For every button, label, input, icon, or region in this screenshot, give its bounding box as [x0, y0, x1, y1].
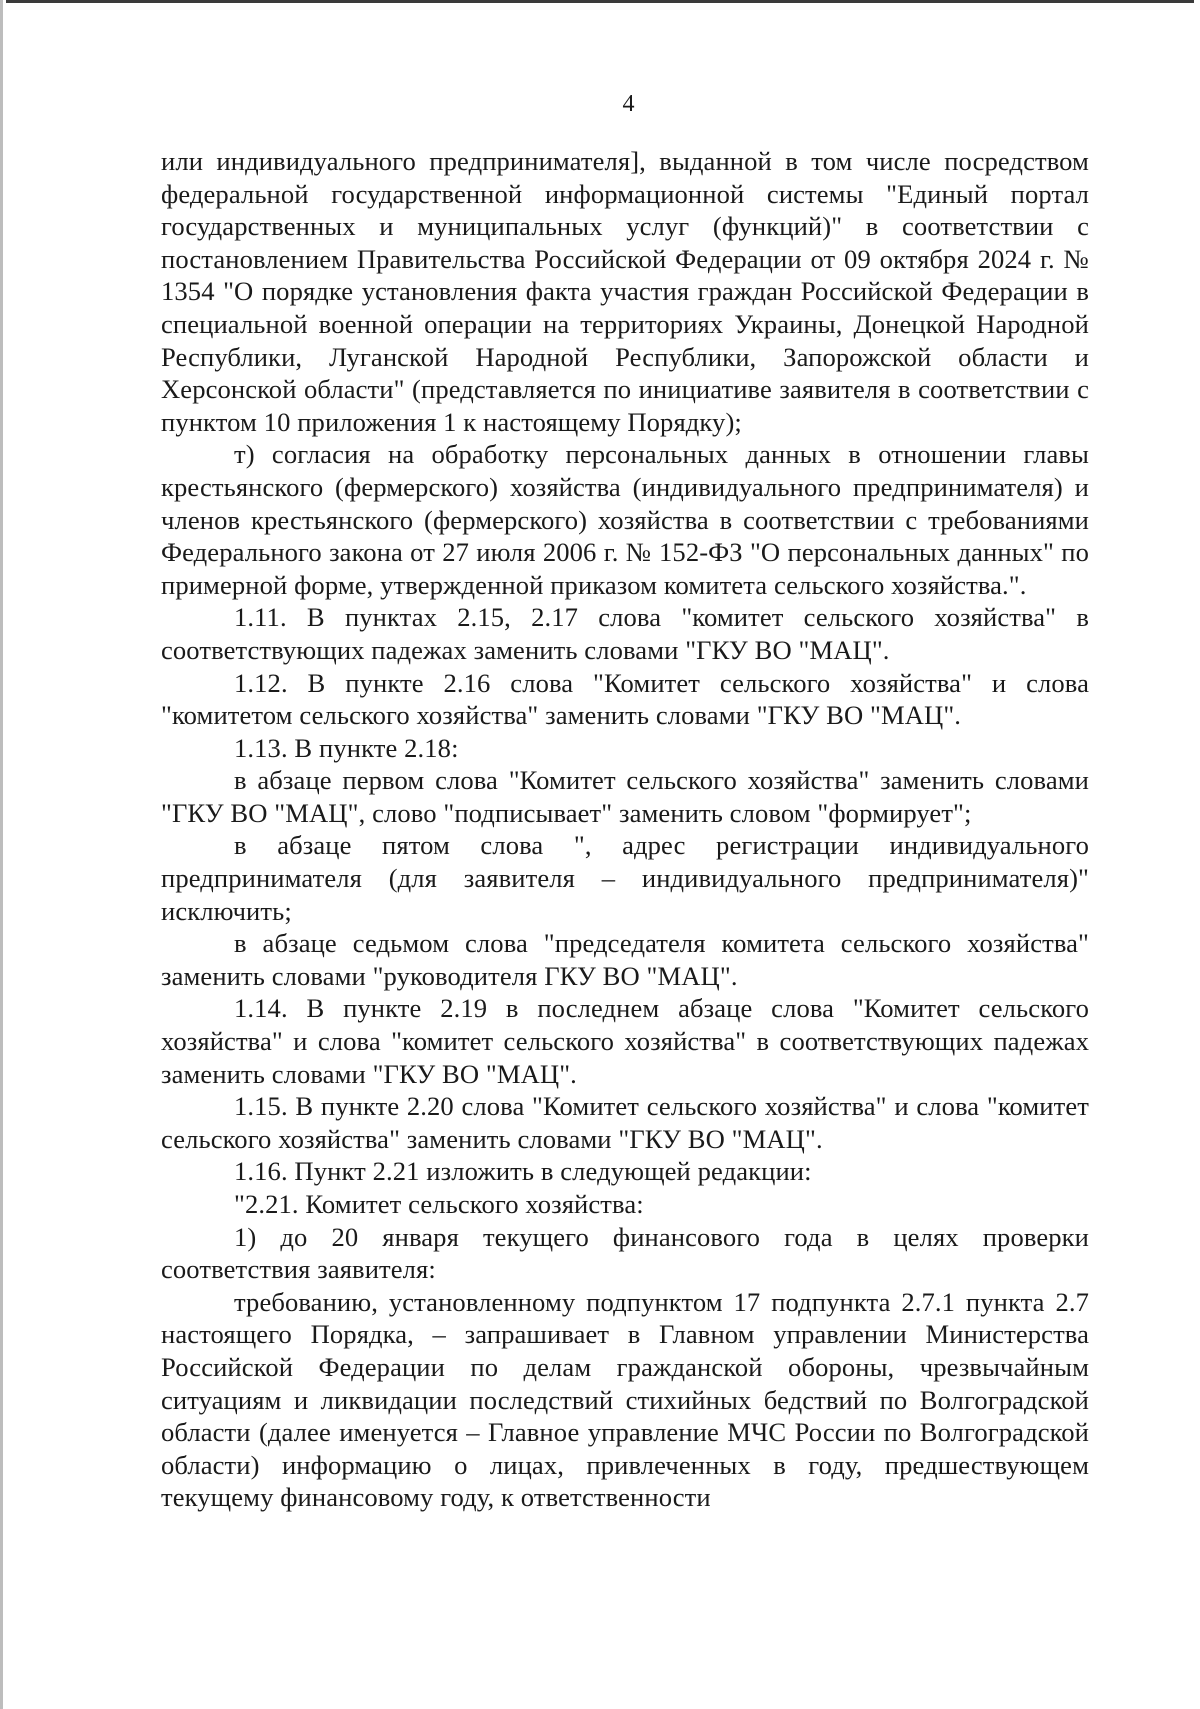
paragraph-1-16: 1.16. Пункт 2.21 изложить в следующей редакции:: [234, 1156, 812, 1187]
paragraph-continuation: или индивидуального предпринимателя], выданной в том числе посредством федеральной государственной информационной системы "Единый портал государственных и муниципальных услуг (функций)" в соответствии с постановлением Правительства Российской Федерации от 09 октября 2024 г. № 1354 "О порядке установления факта участия граждан Российской Федерации в специальной военной операции на территориях Украины, Донецкой Народной Республики, Луганской Народной Республики, Запорожской области и Херсонской области" (представляется по инициативе заявителя в соответствии с пунктом 10 приложения 1 к настоящему Порядку);: [161, 146, 1089, 437]
paragraph-1-14: 1.14. В пункте 2.19 в последнем абзаце слова "Комитет сельского хозяйства" и слова "комитет сельского хозяйства" в соответствующих падежах заменить словами "ГКУ ВО "МАЦ".: [161, 993, 1089, 1089]
paragraph-2-21-requirement: требованию, установленному подпунктом 17 подпункта 2.7.1 пункта 2.7 настоящего Порядка, – запрашивает в Главном управлении Министерства Российской Федерации по делам гражданской обороны, чрезвычайным ситуациям и ликвидации последствий стихийных бедствий по Волгоградской области (далее именуется – Главное управление МЧС России по Волгоградской области) информацию о лицах, привлеченных в году, предшествующем текущему финансовому году, к ответственности: [161, 1286, 1089, 1513]
paragraph-2-21: "2.21. Комитет сельского хозяйства:: [234, 1189, 644, 1219]
paragraph-1-13-fifth: в абзаце пятом слова ", адрес регистрации индивидуального предпринимателя (для заявителя – индивидуального предпринимателя)" исключить;: [161, 830, 1089, 926]
paragraph-item-t: т) согласия на обработку персональных данных в отношении главы крестьянского (фермерского) хозяйства (индивидуального предпринимателя) и членов крестьянского (фермерского) хозяйства в соответствии с требованиями Федерального закона от 27 июля 2006 г. № 152-ФЗ "О персональных данных" по примерной форме, утвержденной приказом комитета сельского хозяйства.".: [161, 439, 1089, 600]
paragraph-1-13: 1.13. В пункте 2.18:: [234, 732, 459, 763]
paragraph-2-21-item-1: 1) до 20 января текущего финансового года в целях проверки соответствия заявителя:: [161, 1221, 1089, 1285]
scan-top-border: [6, 0, 1194, 3]
paragraph-1-15: 1.15. В пункте 2.20 слова "Комитет сельского хозяйства" и слова "комитет сельского хозяйства" заменить словами "ГКУ ВО "МАЦ".: [161, 1091, 1089, 1154]
paragraph-1-13-first: в абзаце первом слова "Комитет сельского хозяйства" заменить словами "ГКУ ВО "МАЦ", слово "подписывает" заменить словом "формирует";: [161, 765, 1089, 828]
paragraph-1-11: 1.11. В пунктах 2.15, 2.17 слова "комитет сельского хозяйства" в соответствующих падежах заменить словами "ГКУ ВО "МАЦ".: [161, 602, 1089, 665]
paragraph-1-13-seventh: в абзаце седьмом слова "председателя комитета сельского хозяйства" заменить словами "руководителя ГКУ ВО "МАЦ".: [161, 928, 1089, 991]
page-number: 4: [622, 91, 635, 117]
document-body: [161, 145, 1089, 1514]
paragraph-1-12: 1.12. В пункте 2.16 слова "Комитет сельского хозяйства" и слова "комитетом сельского хозяйства" заменить словами "ГКУ ВО "МАЦ".: [161, 667, 1089, 731]
scan-left-edge: [0, 0, 3, 1709]
